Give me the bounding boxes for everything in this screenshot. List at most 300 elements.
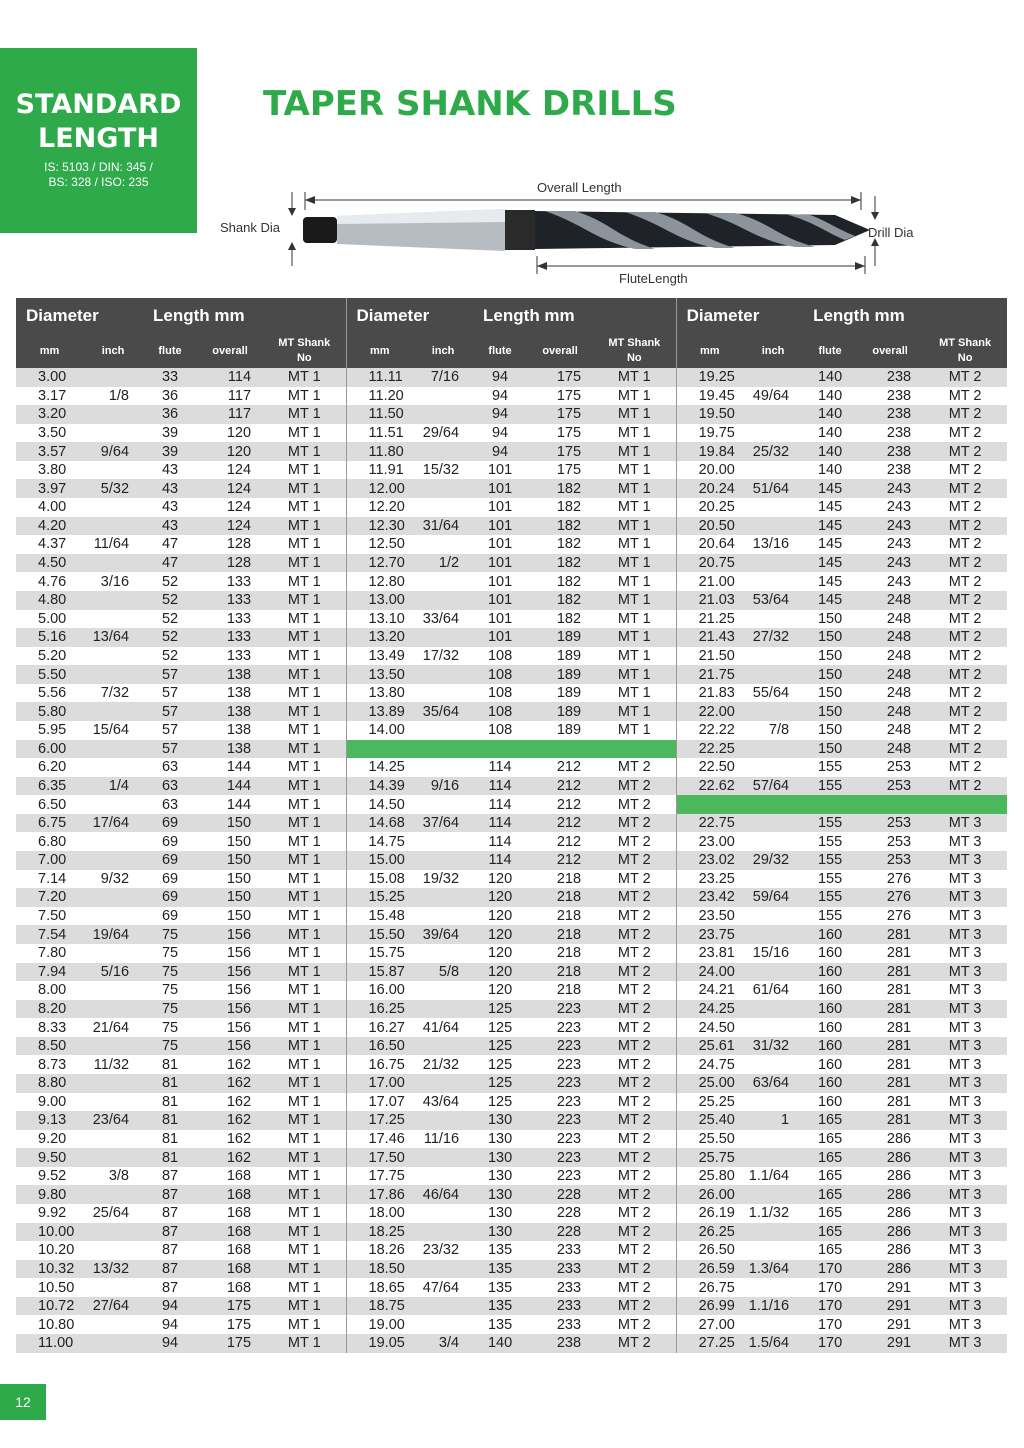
table-cell [743,702,803,721]
table-cell [413,832,473,851]
table-cell: 150 [197,851,263,870]
table-cell [413,1074,473,1093]
table-cell: 15.08 [368,870,405,887]
col-mm: mm [346,334,413,368]
table-row [16,479,1007,498]
table-cell: MT 1 [263,1223,346,1242]
table-cell: MT 2 [923,554,1007,573]
col-flute: flute [803,334,857,368]
table-cell: 281 [857,925,923,944]
table-cell: 238 [527,1334,593,1353]
table-cell: 14.00 [368,722,405,739]
table-cell: 94 [143,1334,197,1353]
table-cell: 11.20 [368,387,404,404]
table-cell: 223 [556,1056,582,1073]
table-cell: 1.5/64 [743,1334,803,1353]
table-cell: MT 1 [263,591,346,610]
table-cell: 3.17 [38,387,67,404]
table-cell: 114 [473,777,527,796]
table-cell: 26.25 [676,1223,743,1242]
table-cell: 6.20 [38,759,67,776]
table-cell: 20.75 [676,554,743,573]
table-cell: 138 [197,665,263,684]
table-cell: 145 [803,591,857,610]
table-cell: MT 3 [923,1148,1007,1167]
table-cell: 182 [556,499,582,516]
table-cell: 165 [817,1168,843,1185]
table-cell [413,1223,473,1242]
table-cell: 189 [527,702,593,721]
table-cell: 281 [886,945,912,962]
table-cell: 15.00 [346,851,413,870]
table-cell [83,1278,143,1297]
table-cell: MT 2 [593,925,676,944]
table-cell: MT 3 [923,888,1007,907]
table-row [16,1185,1007,1204]
table-cell: 69 [161,870,179,887]
table-cell: 182 [527,591,593,610]
table-cell: 9.20 [38,1130,67,1147]
table-cell: 63 [161,759,179,776]
table-cell: 61/64 [752,982,790,999]
table-cell: MT 3 [948,1093,982,1110]
diameter-header: Diameter [686,306,760,325]
table-cell: 156 [197,963,263,982]
table-cell: 3.20 [16,405,83,424]
table-cell: 7.80 [38,945,67,962]
shank-dia-label: Shank Dia [220,220,280,235]
table-cell: MT 1 [593,610,676,629]
table-cell: 155 [803,814,857,833]
table-cell [743,461,803,480]
table-cell: 23.81 [698,945,735,962]
table-cell: 26.59 [676,1260,743,1279]
table-cell: 162 [197,1074,263,1093]
table-cell [743,498,803,517]
table-cell: 3.97 [16,479,83,498]
table-cell: MT 1 [263,981,346,1000]
table-cell: 223 [527,1111,593,1130]
table-cell: 124 [197,517,263,536]
table-cell: 218 [527,925,593,944]
table-cell: 22.62 [676,777,743,796]
mt-no-label: No [296,352,312,364]
table-cell: MT 1 [263,1111,346,1130]
table-cell: 8.33 [38,1019,67,1036]
table-cell [743,870,803,889]
table-cell: MT 2 [593,963,676,982]
table-cell: MT 2 [593,814,676,833]
table-cell: 144 [197,777,263,796]
table-cell: 18.26 [368,1242,405,1259]
table-cell: 49/64 [752,387,790,404]
table-cell: 13.80 [368,685,405,702]
badge-std-1: IS: 5103 / DIN: 345 / [44,160,153,174]
table-cell: MT 3 [948,1242,982,1259]
table-cell: 26.75 [698,1279,735,1296]
table-cell: MT 2 [593,1223,676,1242]
table-cell: 18.00 [368,1205,405,1222]
table-cell: 5/16 [83,963,143,982]
table-cell: MT 1 [263,684,346,703]
table-row [16,851,1007,870]
table-cell: 81 [143,1074,197,1093]
table-cell: 87 [161,1205,179,1222]
table-cell: 281 [886,982,912,999]
table-cell: 238 [857,405,923,424]
table-cell: 168 [197,1260,263,1279]
table-cell [413,721,473,740]
table-cell: 13.20 [346,628,413,647]
table-cell: 162 [226,1056,252,1073]
table-cell: 248 [886,722,912,739]
table-cell [413,442,473,461]
table-cell: 168 [197,1223,263,1242]
drill-spec-table [16,298,1007,1353]
table-cell: MT 2 [593,1037,676,1056]
table-cell: MT 2 [593,758,676,777]
table-cell: 16.25 [346,1000,413,1019]
standard-length-badge [0,48,197,233]
table-cell: 87 [161,1242,179,1259]
table-cell: 155 [817,908,843,925]
table-cell: 233 [527,1260,593,1279]
table-cell: 27/64 [83,1297,143,1316]
table-cell: 150 [817,685,843,702]
table-cell: 138 [197,740,263,759]
table-cell: 75 [161,1019,179,1036]
table-cell: 21.75 [676,665,743,684]
table-cell [83,461,143,480]
table-cell: 14.25 [368,759,405,776]
table-cell [413,888,473,907]
table-cell [83,702,143,721]
table-cell: 8.50 [16,1037,83,1056]
col-overall: overall [197,334,263,368]
table-cell [413,479,473,498]
table-cell: 7.94 [16,963,83,982]
table-cell: 175 [556,387,582,404]
table-cell: 15.25 [346,888,413,907]
group-divider-bar [346,740,676,759]
table-cell: 43 [143,517,197,536]
table-cell: MT 1 [593,535,676,554]
table-cell: 145 [803,554,857,573]
table-row [16,1297,1007,1316]
table-cell: 57 [161,722,179,739]
table-cell: 3.50 [38,425,67,442]
table-cell: 25.00 [676,1074,743,1093]
table-cell: 75 [143,1037,197,1056]
table-cell: 13.49 [368,647,405,664]
table-cell: MT 2 [593,1278,676,1297]
table-cell: 228 [527,1223,593,1242]
table-cell: 87 [143,1223,197,1242]
table-cell [83,665,143,684]
table-cell: 9/16 [413,777,473,796]
table-cell: MT 3 [948,1019,982,1036]
table-cell: 5.20 [38,647,67,664]
table-row [16,387,1007,406]
table-cell: 52 [143,591,197,610]
page-title: TAPER SHANK DRILLS [263,84,677,124]
table-cell: MT 3 [923,925,1007,944]
table-cell: 75 [143,925,197,944]
table-cell: MT 2 [923,442,1007,461]
table-cell: 25.80 [698,1168,735,1185]
table-cell: MT 3 [923,963,1007,982]
table-cell [83,1148,143,1167]
table-cell: 276 [886,870,912,887]
table-cell: 9.80 [16,1185,83,1204]
table-cell: 168 [226,1205,252,1222]
table-cell: 25.75 [676,1148,743,1167]
table-cell: 165 [803,1185,857,1204]
table-cell: MT 1 [593,479,676,498]
table-cell: MT 1 [593,405,676,424]
table-cell: 36 [143,405,197,424]
table-cell: 182 [556,573,582,590]
table-cell: 69 [143,888,197,907]
table-cell: 9.50 [16,1148,83,1167]
table-cell [83,740,143,759]
table-cell: MT 1 [593,424,676,443]
table-cell: MT 1 [263,1241,346,1260]
table-row [16,442,1007,461]
table-cell: 114 [197,368,263,387]
table-cell: 18.65 [368,1279,405,1296]
table-cell: 189 [527,665,593,684]
table-row [16,628,1007,647]
table-cell: 17.86 [346,1185,413,1204]
table-cell: 133 [226,610,252,627]
table-cell: 218 [527,888,593,907]
table-cell: 120 [473,888,527,907]
table-cell: 150 [226,908,252,925]
table-cell: MT 3 [948,1205,982,1222]
table-cell: 22.50 [698,759,735,776]
table-cell: 6.75 [16,814,83,833]
table-cell: 165 [803,1148,857,1167]
col-overall: overall [857,334,923,368]
table-cell: 19.00 [368,1316,405,1333]
table-cell: 165 [817,1242,843,1259]
table-cell [413,1148,473,1167]
table-cell: MT 2 [593,1185,676,1204]
table-cell: 9.52 [38,1168,67,1185]
table-cell: 223 [556,1130,582,1147]
table-cell: 248 [886,685,912,702]
table-cell: 243 [857,554,923,573]
table-cell: 218 [556,908,582,925]
table-cell: 286 [886,1168,912,1185]
table-cell: 25.25 [698,1093,735,1110]
table-cell: 248 [886,610,912,627]
table-cell: 17.07 [368,1093,405,1110]
table-cell: 81 [161,1130,179,1147]
table-cell [413,981,473,1000]
table-cell: 4.76 [38,573,67,590]
table-cell: MT 2 [948,610,982,627]
table-cell: 87 [143,1185,197,1204]
table-cell [743,1018,803,1037]
table-cell: 23.75 [676,925,743,944]
table-body [16,368,1007,1353]
table-cell: 18.50 [346,1260,413,1279]
table-cell: 24.00 [676,963,743,982]
table-cell: 175 [226,1316,252,1333]
table-row [16,1334,1007,1353]
table-cell: 182 [556,536,582,553]
table-cell: 150 [817,647,843,664]
table-cell [413,907,473,926]
table-cell: 223 [556,1093,582,1110]
table-cell: 46/64 [413,1185,473,1204]
table-cell: 233 [556,1279,582,1296]
table-cell: MT 1 [263,647,346,666]
table-cell: 228 [556,1205,582,1222]
table-cell: MT 1 [263,461,346,480]
table-cell: 101 [473,517,527,536]
table-cell: 25.61 [676,1037,743,1056]
table-cell [83,944,143,963]
table-row [16,1130,1007,1149]
table-cell [743,1241,803,1260]
table-cell [413,795,473,814]
table-row [16,1148,1007,1167]
table-cell: 81 [161,1093,179,1110]
table-cell: 170 [803,1260,857,1279]
table-cell: 53/64 [743,591,803,610]
table-row [16,702,1007,721]
table-cell: MT 3 [923,1297,1007,1316]
table-cell: MT 2 [948,387,982,404]
table-cell: MT 2 [948,499,982,516]
drill-dia-label: Drill Dia [868,225,914,240]
table-cell: 175 [527,405,593,424]
table-cell: MT 1 [263,832,346,851]
table-cell: 41/64 [422,1019,460,1036]
table-cell: 9.13 [16,1111,83,1130]
table-cell: 39 [143,442,197,461]
table-cell: 160 [817,1093,843,1110]
table-cell: 175 [556,462,582,479]
table-cell: MT 1 [263,907,346,926]
badge-standards [0,160,197,190]
table-cell: MT 1 [263,702,346,721]
table-cell: MT 2 [923,740,1007,759]
table-cell: MT 1 [263,777,346,796]
table-cell: 160 [803,1000,857,1019]
table-cell: 276 [857,888,923,907]
mt-shank-label: MT Shank [608,337,661,349]
table-cell: 291 [886,1316,912,1333]
table-cell: 286 [886,1205,912,1222]
table-row [16,888,1007,907]
table-cell: 156 [226,982,252,999]
table-cell: 15.48 [368,908,405,925]
table-cell: 5.80 [16,702,83,721]
table-cell: 223 [527,1000,593,1019]
table-cell: MT 3 [923,1185,1007,1204]
length-header: Length mm [153,306,245,325]
table-cell: MT 1 [263,944,346,963]
table-cell: 6.00 [16,740,83,759]
table-cell: MT 3 [948,982,982,999]
table-cell: MT 2 [948,647,982,664]
table-cell: 18.75 [346,1297,413,1316]
table-cell [413,405,473,424]
table-cell: 21.03 [676,591,743,610]
table-cell: 87 [161,1279,179,1296]
table-row [16,1223,1007,1242]
table-cell: 24.75 [698,1056,735,1073]
table-cell [83,591,143,610]
table-cell: MT 1 [263,1167,346,1186]
table-row [16,1167,1007,1186]
table-cell: 125 [473,1000,527,1019]
col-overall: overall [527,334,593,368]
table-cell: MT 1 [593,591,676,610]
table-cell: 26.19 [698,1205,735,1222]
badge-line-2: LENGTH [38,123,159,154]
table-cell: 5.50 [16,665,83,684]
table-cell [413,1204,473,1223]
table-cell: 9.00 [38,1093,67,1110]
table-cell [743,832,803,851]
table-cell: 135 [473,1260,527,1279]
table-cell [743,925,803,944]
table-cell: 10.72 [16,1297,83,1316]
table-cell: 36 [161,387,179,404]
table-cell: 243 [857,517,923,536]
table-cell: 8.80 [16,1074,83,1093]
table-cell: 13.89 [346,702,413,721]
table-cell: 155 [817,759,843,776]
table-row [16,944,1007,963]
table-cell: MT 2 [593,1241,676,1260]
table-cell: 218 [556,945,582,962]
table-cell: MT 2 [948,462,982,479]
table-cell: 6.50 [38,796,67,813]
table-cell: MT 1 [593,684,676,703]
table-cell [413,1000,473,1019]
table-cell: 13.10 [368,610,405,627]
table-cell: 52 [161,647,179,664]
table-cell: 114 [473,851,527,870]
table-cell [743,907,803,926]
table-cell: MT 2 [593,1297,676,1316]
table-cell: 52 [143,628,197,647]
table-cell: 22.75 [676,814,743,833]
table-cell: 3/8 [108,1168,130,1185]
table-row [16,572,1007,591]
table-cell: 33 [143,368,197,387]
table-cell: 138 [226,722,252,739]
table-cell: 94 [491,425,509,442]
table-cell [83,647,143,666]
table-cell: 75 [143,963,197,982]
table-cell: MT 3 [948,945,982,962]
table-cell: 120 [473,925,527,944]
table-cell: MT 1 [263,1000,346,1019]
table-cell: 12.20 [368,499,405,516]
table-cell: 52 [161,610,179,627]
table-cell: 24.25 [676,1000,743,1019]
table-row [16,368,1007,387]
table-cell: 12.80 [368,573,405,590]
table-cell [83,498,143,517]
